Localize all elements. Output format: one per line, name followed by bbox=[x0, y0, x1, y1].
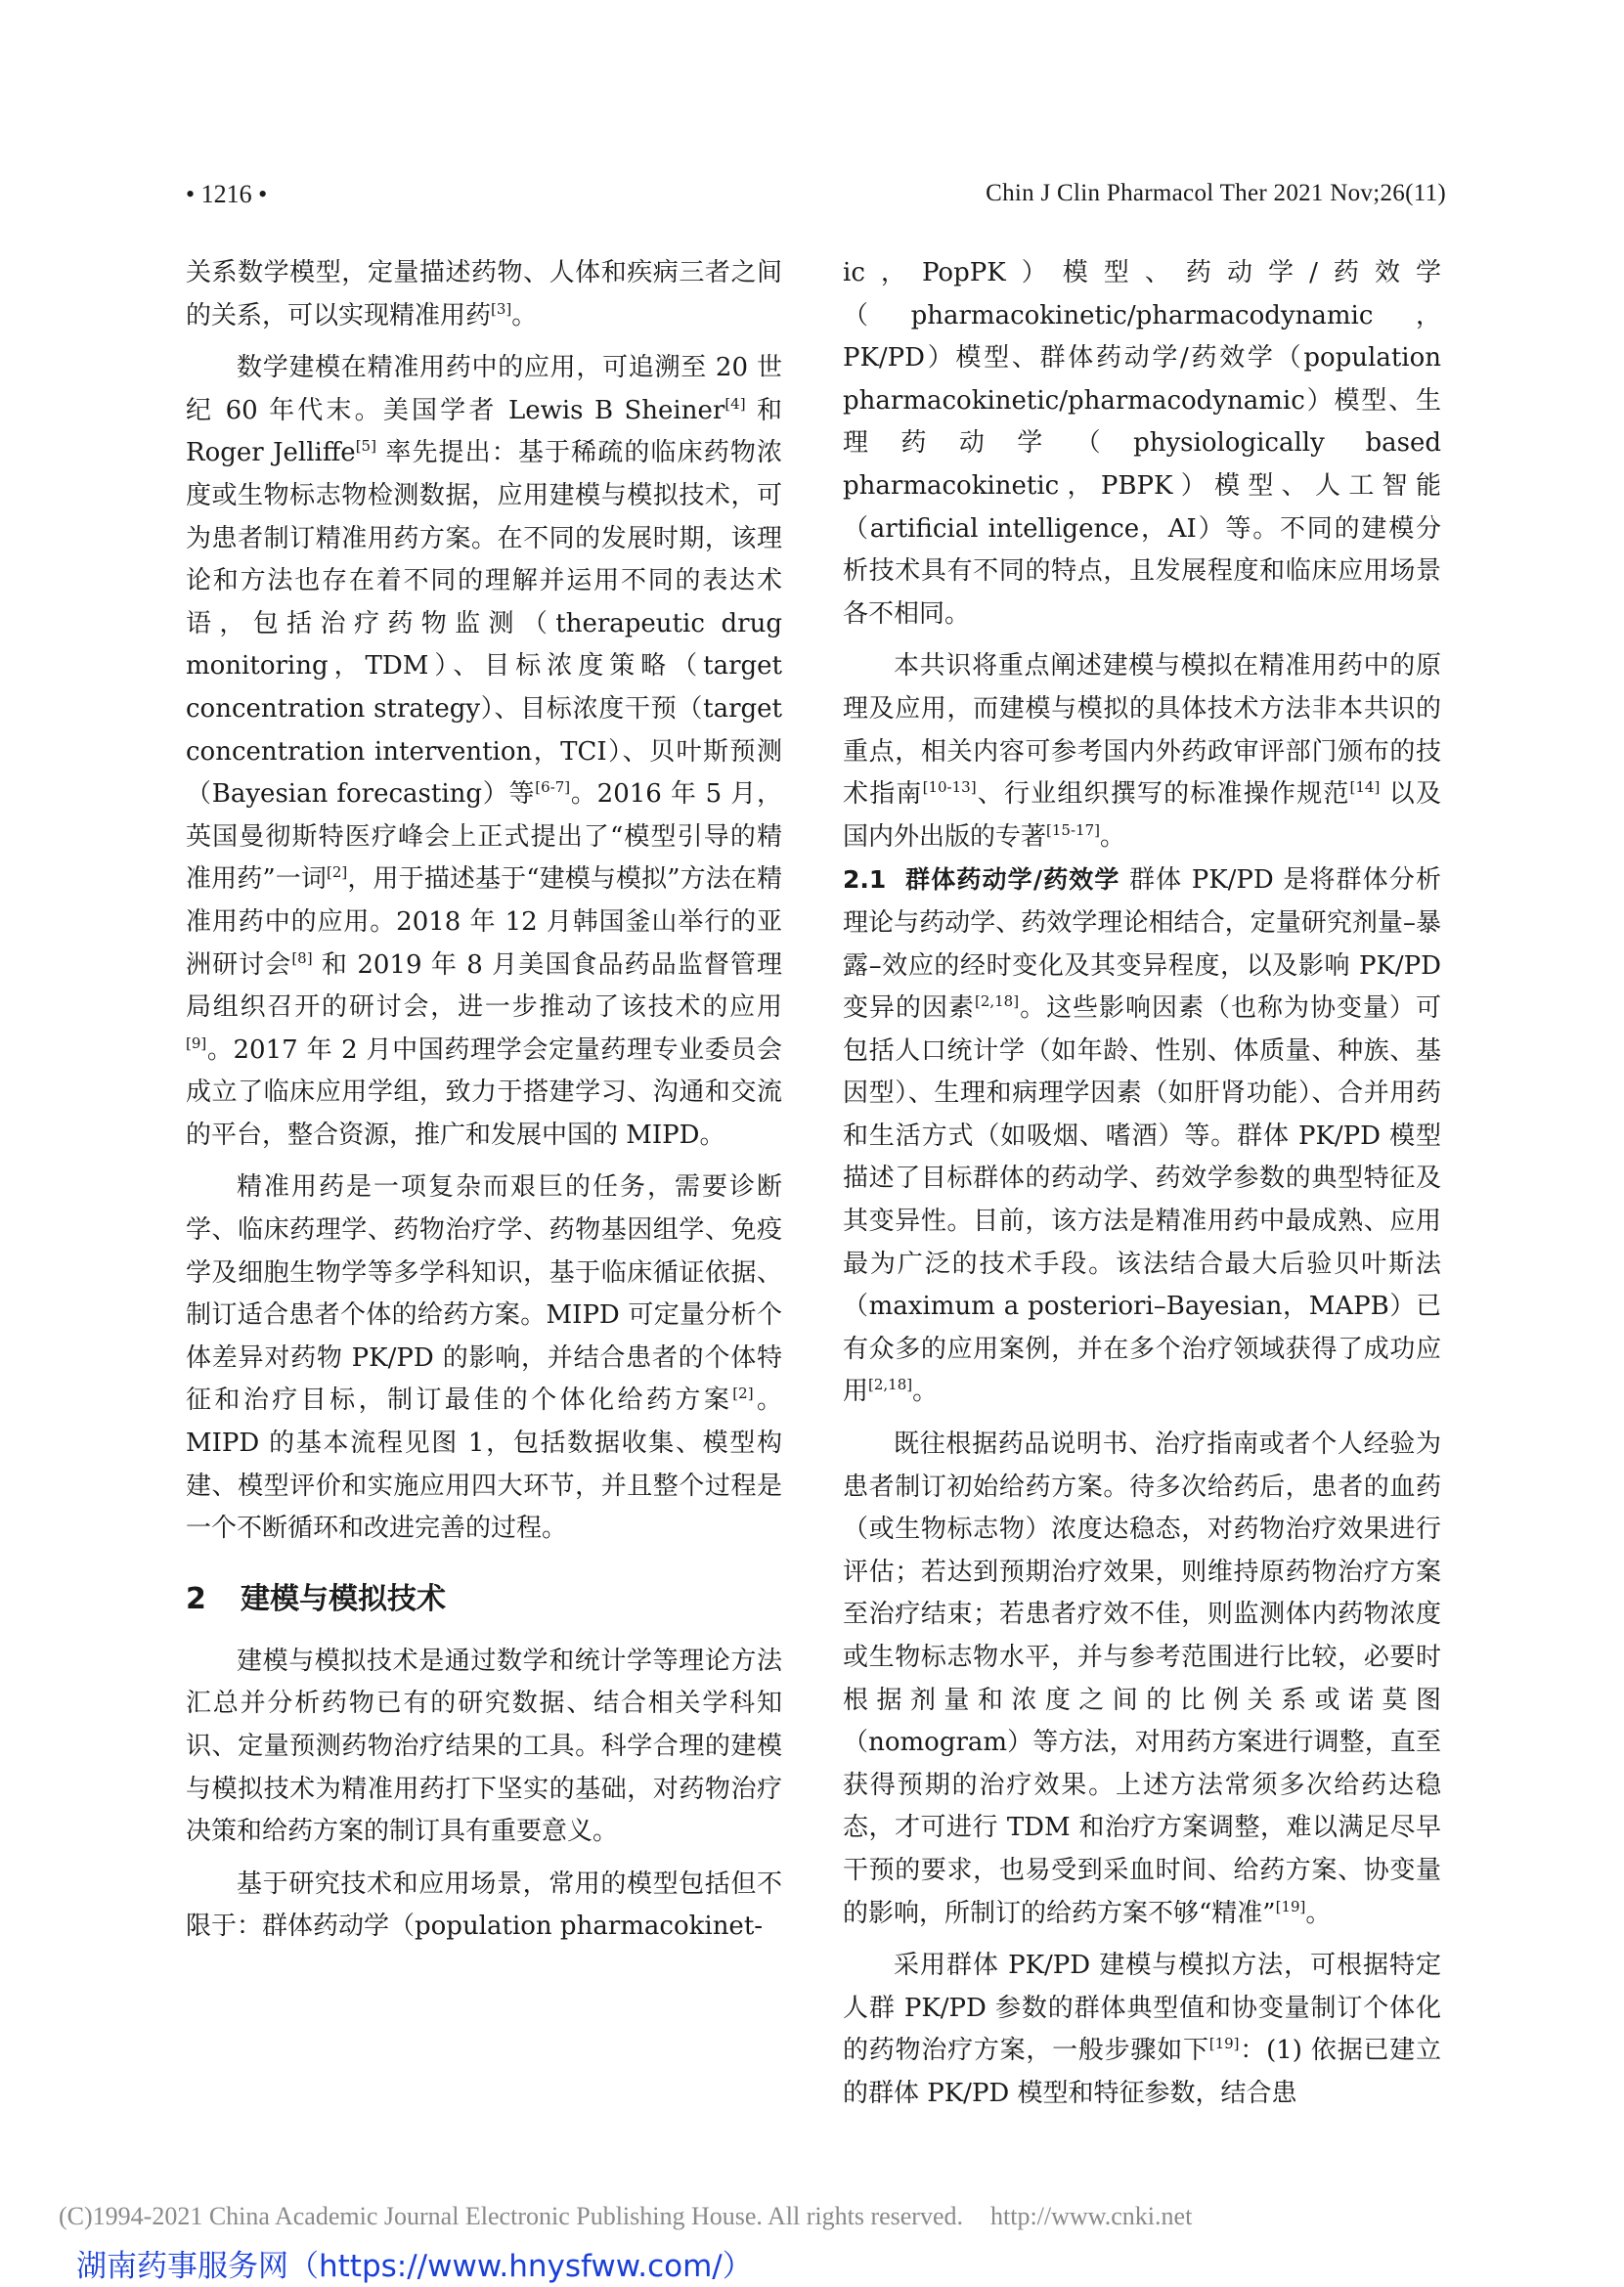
paragraph: 关系数学模型，定量描述药物、人体和疾病三者之间的关系，可以实现精准用药[3]。 bbox=[186, 258, 782, 330]
paragraph: 既往根据药品说明书、治疗指南或者个人经验为患者制订初始给药方案。待多次给药后，患者的血药（或生物标志物）浓度达稳态，对药物治疗效果进行评估；若达到预期治疗效果，则维持原药物治疗方案至治疗结束；若患者疗效不佳，则监测体内药物浓度或生物标志物水平，并与参考范围进行比较，必要时根据剂量和浓度之间的比例关系或诺莫图（nomogram）等方法，对用药方案进行调整，直至获得预期的治疗效果。上述方法常须多次给药达稳态，才可进行 TDM 和治疗方案调整，难以满足尽早干预的要求，也易受到采血时间、给药方案、协变量的影响，所制订的给药方案不够“精准”[19]。 bbox=[843, 1429, 1441, 1928]
citation: [10-13] bbox=[922, 778, 977, 797]
right-column bbox=[843, 252, 1441, 2116]
citation: [2] bbox=[327, 863, 348, 882]
subsection-heading: 2.1 群体药动学/药效学 bbox=[843, 865, 1120, 895]
citation: [19] bbox=[1275, 1897, 1306, 1915]
citation: [14] bbox=[1349, 778, 1381, 797]
citation: [5] bbox=[355, 437, 376, 456]
cnki-link[interactable]: http://www.cnki.net bbox=[990, 2202, 1193, 2230]
paragraph: 建模与模拟技术是通过数学和统计学等理论方法汇总并分析药物已有的研究数据、结合相关学科知识、定量预测药物治疗结果的工具。科学合理的建模与模拟技术为精准用药打下坚实的基础，对药物治疗决策和给药方案的制订具有重要意义。 bbox=[186, 1646, 782, 1847]
citation: [2,18] bbox=[868, 1376, 913, 1394]
left-column bbox=[186, 252, 782, 1949]
citation: [6-7] bbox=[535, 778, 571, 797]
citation: [15-17] bbox=[1046, 820, 1100, 839]
paragraph: 采用群体 PK/PD 建模与模拟方法，可根据特定人群 PK/PD 参数的群体典型值和协变量制订个体化的药物治疗方案，一般步骤如下[19]：(1) 依据已建立的群体 PK/PD 模型和特征参数，结合患 bbox=[843, 1951, 1441, 2108]
paragraph: 数学建模在精准用药中的应用，可追溯至 20 世纪 60 年代末。美国学者 Lewis B Sheiner[4] 和 Roger Jelliffe[5] 率先提出：基于稀疏的临床药物浓度或生物标志物检测数据，应用建模与模拟技术，可为患者制订精准用药方案。在不同的发展时期，该理论和方法也存在着不同的理解并运用不同的表达术语，包括治疗药物监测（therapeutic drug monitoring，TDM）、目标浓度策略（target concentration strategy）、目标浓度干预（target concentration intervention，TCI）、贝叶斯预测（Bayesian forecasting）等[6-7]。2016 年 5 月，英国曼彻斯特医疗峰会上正式提出了“模型引导的精准用药”一词[2]，用于描述基于“建模与模拟”方法在精准用药中的应用。2018 年 12 月韩国釜山举行的亚洲研讨会[8] 和 2019 年 8 月美国食品药品监督管理局组织召开的研讨会，进一步推动了该技术的应用[9]。2017 年 2 月中国药理学会定量药理专业委员会成立了临床应用学组，致力于搭建学习、沟通和交流的平台，整合资源，推广和发展中国的 MIPD。 bbox=[186, 353, 782, 1150]
watermark-link[interactable]: 湖南药事服务网（https://www.hnysfww.com/） bbox=[76, 2249, 753, 2284]
citation: [2] bbox=[732, 1385, 754, 1403]
paragraph: 本共识将重点阐述建模与模拟在精准用药中的原理及应用，而建模与模拟的具体技术方法非本共识的重点，相关内容可参考国内外药政审评部门颁布的技术指南[10-13]、行业组织撰写的标准操作规范[14] 以及国内外出版的专著[15-17]。 bbox=[843, 651, 1441, 852]
journal-citation: Chin J Clin Pharmacol Ther 2021 Nov;26(11) bbox=[986, 180, 1446, 206]
section-heading: 2 建模与模拟技术 bbox=[186, 1581, 446, 1616]
page-number: • 1216 • bbox=[186, 180, 268, 208]
citation: [9] bbox=[186, 1034, 207, 1052]
copyright-footer: (C)1994-2021 China Academic Journal Electronic Publishing House. All rights reserved. http://www.cnki.net bbox=[59, 2202, 1193, 2230]
citation: [3] bbox=[491, 299, 512, 318]
citation: [2,18] bbox=[974, 992, 1020, 1011]
citation: [8] bbox=[291, 948, 313, 967]
paragraph: 2.1 群体药动学/药效学 群体 PK/PD 是将群体分析理论与药动学、药效学理论相结合，定量研究剂量–暴露–效应的经时变化及其变异程度，以及影响 PK/PD 变异的因素[2,18]。这些影响因素（也称为协变量）可包括人口统计学（如年龄、性别、体质量、种族、基因型）、生理和病理学因素（如肝肾功能）、合并用药和生活方式（如吸烟、嗜酒）等。群体 PK/PD 模型描述了目标群体的药动学、药效学参数的典型特征及其变异性。目前，该方法是精准用药中最成熟、应用最为广泛的技术手段。该法结合最大后验贝叶斯法（maximum a posteriori–Bayesian，MAPB）已有众多的应用案例，并在多个治疗领域获得了成功应用[2,18]。 bbox=[843, 865, 1441, 1407]
citation: [19] bbox=[1208, 2035, 1240, 2053]
citation: [4] bbox=[724, 394, 746, 413]
paragraph: ic，PopPK）模型、药动学/药效学（pharmacokinetic/pharmacodynamic，PK/PD）模型、群体药动学/药效学（population pharmacokinetic/pharmacodynamic）模型、生理药动学（physiologically based pharmacokinetic，PBPK）模型、人工智能（artificial intelligence，AI）等。不同的建模分析技术具有不同的特点，且发展程度和临床应用场景各不相同。 bbox=[843, 258, 1441, 629]
paragraph: 基于研究技术和应用场景，常用的模型包括但不限于：群体药动学（population pharmacokinet- bbox=[186, 1869, 782, 1942]
paragraph: 精准用药是一项复杂而艰巨的任务，需要诊断学、临床药理学、药物治疗学、药物基因组学、免疫学及细胞生物学等多学科知识，基于临床循证依据、制订适合患者个体的给药方案。MIPD 可定量分析个体差异对药物 PK/PD 的影响，并结合患者的个体特征和治疗目标，制订最佳的个体化给药方案[2]。MIPD 的基本流程见图 1，包括数据收集、模型构建、模型评价和实施应用四大环节，并且整个过程是一个不断循环和改进完善的过程。 bbox=[186, 1172, 782, 1544]
